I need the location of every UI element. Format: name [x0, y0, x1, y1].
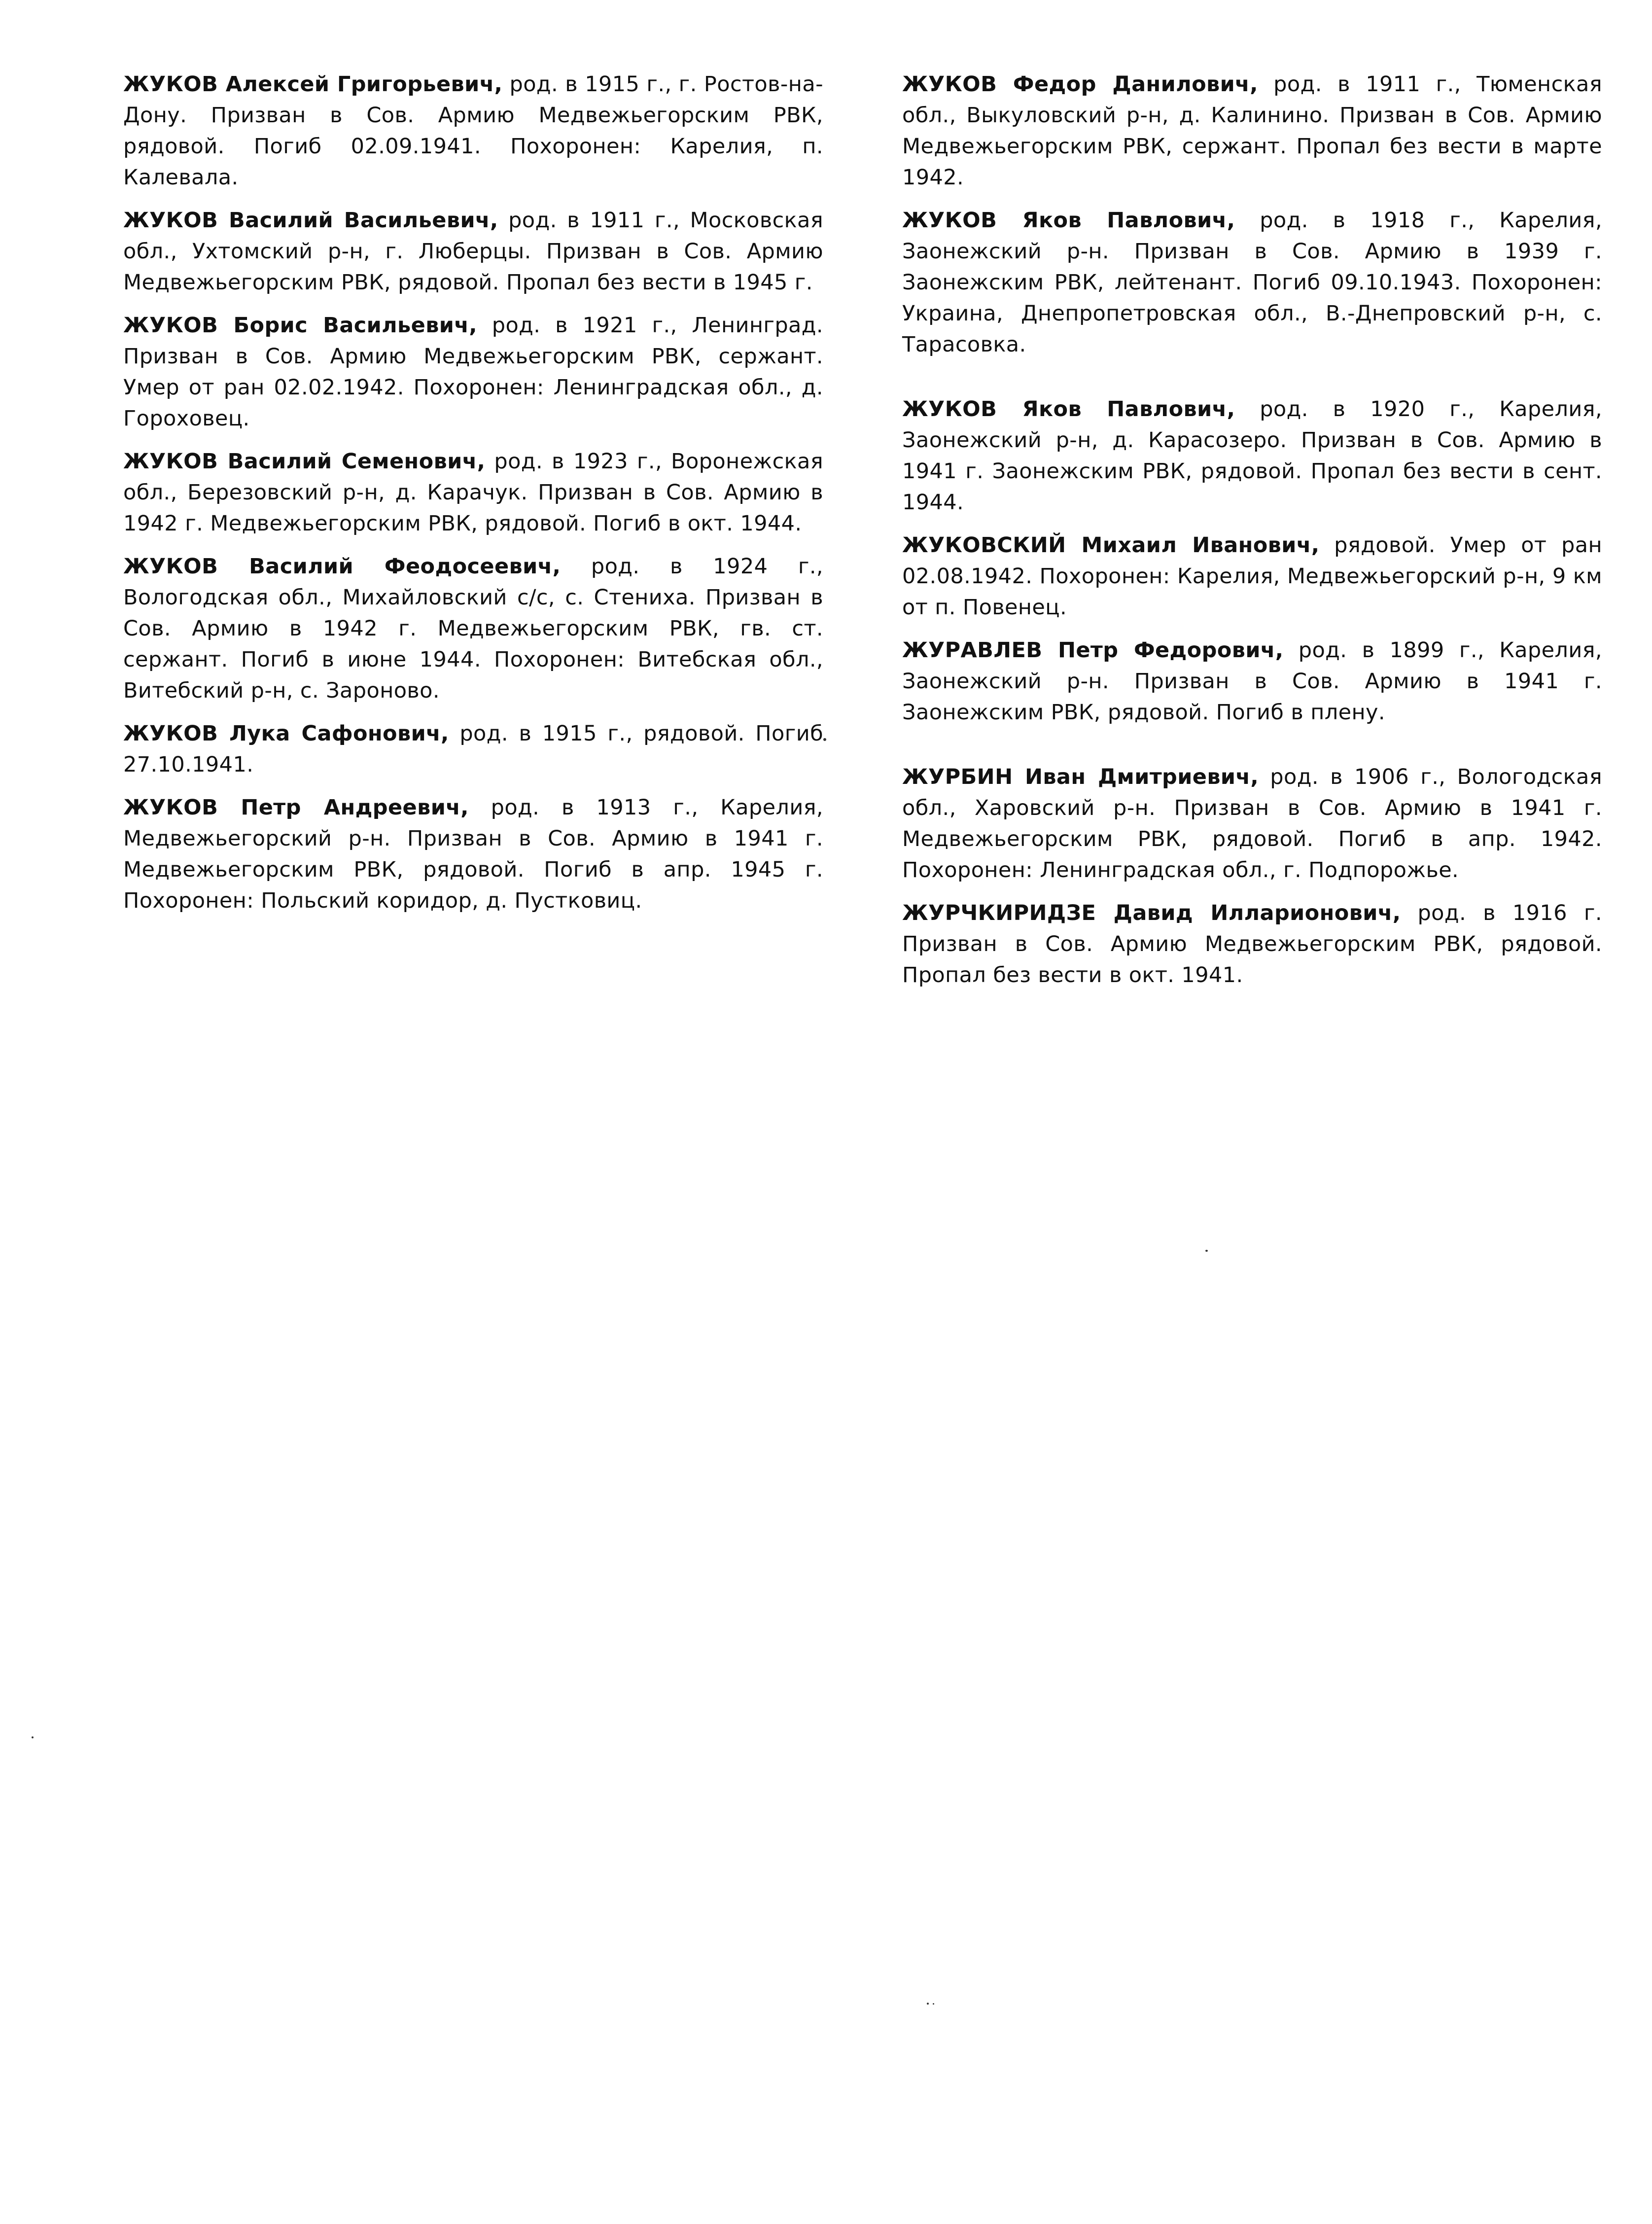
entry-name: ЖУКОВ Петр Андреевич, — [123, 795, 469, 820]
list-item — [902, 635, 1602, 728]
entry-text: род. в 1918 г., Карелия, Заонежский р-н. Призван в Сов. Армию в 1939 г. Заонежским РВК, лейтенант. Погиб 09.10.1943. Похоронен: Украина, Днепропетровская обл., В.-Днепровский р-н, с. Тарасовка. — [902, 208, 1603, 357]
list-item — [123, 551, 823, 706]
entry-text: род. в 1921 г., Ленинград. Призван в Сов. Армию Медвежьегорским РВК, сержант. Умер от ран 02.02.1942. Похоронен: Ленинградская обл., д. Гороховец. — [123, 313, 823, 431]
entry-text: род. в 1924 г., Вологодская обл., Михайловский с/с, с. Стениха. Призван в Сов. Армию в 1942 г. Медвежьегорским РВК, гв. ст. сержант. Погиб в июне 1944. Похоронен: Витебская обл., Витебский р-н, с. Зароново. — [123, 554, 823, 703]
entry-name: ЖУКОВ Василий Феодосеевич, — [123, 554, 561, 579]
right-column — [902, 69, 1602, 1003]
list-item — [123, 205, 823, 298]
speck — [1205, 1250, 1208, 1252]
entry-name: ЖУКОВ Яков Павлович, — [902, 397, 1235, 422]
list-item — [123, 792, 823, 917]
list-item — [902, 898, 1602, 991]
entry-name: ЖУКОВ Яков Павлович, — [902, 208, 1235, 233]
entry-name: ЖУКОВ Василий Семенович, — [123, 449, 486, 474]
entry-name: ЖУКОВ Василий Васильевич, — [123, 208, 498, 233]
list-item — [902, 530, 1602, 623]
entry-text: род. в 1915 г., г. Ростов-на-Дону. Призван в Сов. Армию Медвежьегорским РВК, рядовой. Погиб 02.09.1941. Похоронен: Карелия, п. Калевала. — [123, 72, 823, 190]
entry-name: ЖУРЧКИРИДЗЕ Давид Илларионович, — [902, 901, 1401, 925]
left-column — [123, 69, 823, 928]
entry-text: род. в 1911 г., Московская обл., Ухтомский р-н, г. Люберцы. Призван в Сов. Армию Медвежьегорским РВК, рядовой. Пропал без вести в 1945 г. — [123, 208, 823, 295]
entry-text: род. в 1916 г. Призван в Сов. Армию Медвежьегорским РВК, рядовой. Пропал без вести в окт. 1941. — [902, 901, 1602, 988]
list-item — [123, 446, 823, 539]
entry-text: род. в 1899 г., Карелия, Заонежский р-н. Призван в Сов. Армию в 1941 г. Заонежским РВК, рядовой. Погиб в плену. — [902, 638, 1603, 725]
entry-name: ЖУКОВ Лука Сафонович, — [123, 721, 449, 746]
list-item — [123, 310, 823, 434]
list-item — [902, 205, 1602, 360]
entry-text: род. в 1906 г., Вологодская обл., Харовский р-н. Призван в Сов. Армию в 1941 г. Медвежьегорским РВК, рядовой. Погиб в апр. 1942. Похоронен: Ленинградская обл., г. Подпорожье. — [902, 765, 1603, 883]
entry-name: ЖУКОВ Алексей Григорьевич, — [123, 72, 503, 97]
speck — [823, 738, 826, 741]
list-item — [902, 394, 1602, 518]
list-item — [902, 762, 1602, 886]
entry-name: ЖУРАВЛЕВ Петр Федорович, — [902, 638, 1284, 663]
list-item — [123, 718, 823, 780]
entry-text: род. в 1923 г., Воронежская обл., Березовский р-н, д. Карачук. Призван в Сов. Армию в 1942 г. Медвежьегорским РВК, рядовой. Погиб в окт. 1944. — [123, 449, 824, 536]
entry-text: род. в 1911 г., Тюменская обл., Выкуловский р-н, д. Калинино. Призван в Сов. Армию Медвежьегорским РВК, сержант. Пропал без вести в марте 1942. — [902, 72, 1603, 190]
list-item — [123, 69, 823, 193]
speck — [32, 1736, 34, 1738]
entry-text: рядовой. Умер от ран 02.08.1942. Похоронен: Карелия, Медвежьегорский р-н, 9 км от п. Повенец. — [902, 533, 1602, 620]
speck — [933, 2003, 934, 2005]
entry-text: род. в 1913 г., Карелия, Медвежьегорский р-н. Призван в Сов. Армию в 1941 г. Медвежьегорским РВК, рядовой. Погиб в апр. 1945 г. Похоронен: Польский коридор, д. Пустковиц. — [123, 795, 823, 913]
entry-text: род. в 1915 г., рядовой. Погиб 27.10.1941. — [123, 721, 823, 777]
list-item — [902, 69, 1602, 193]
entry-name: ЖУКОВ Борис Васильевич, — [123, 313, 477, 338]
entry-text: род. в 1920 г., Карелия, Заонежский р-н, д. Карасозеро. Призван в Сов. Армию в 1941 г. Заонежским РВК, рядовой. Пропал без вести в сент. 1944. — [902, 397, 1603, 515]
entry-name: ЖУКОВ Федор Данилович, — [902, 72, 1258, 97]
entry-name: ЖУКОВСКИЙ Михаил Иванович, — [902, 533, 1320, 558]
speck — [927, 2003, 929, 2005]
entry-name: ЖУРБИН Иван Дмитриевич, — [902, 765, 1259, 789]
